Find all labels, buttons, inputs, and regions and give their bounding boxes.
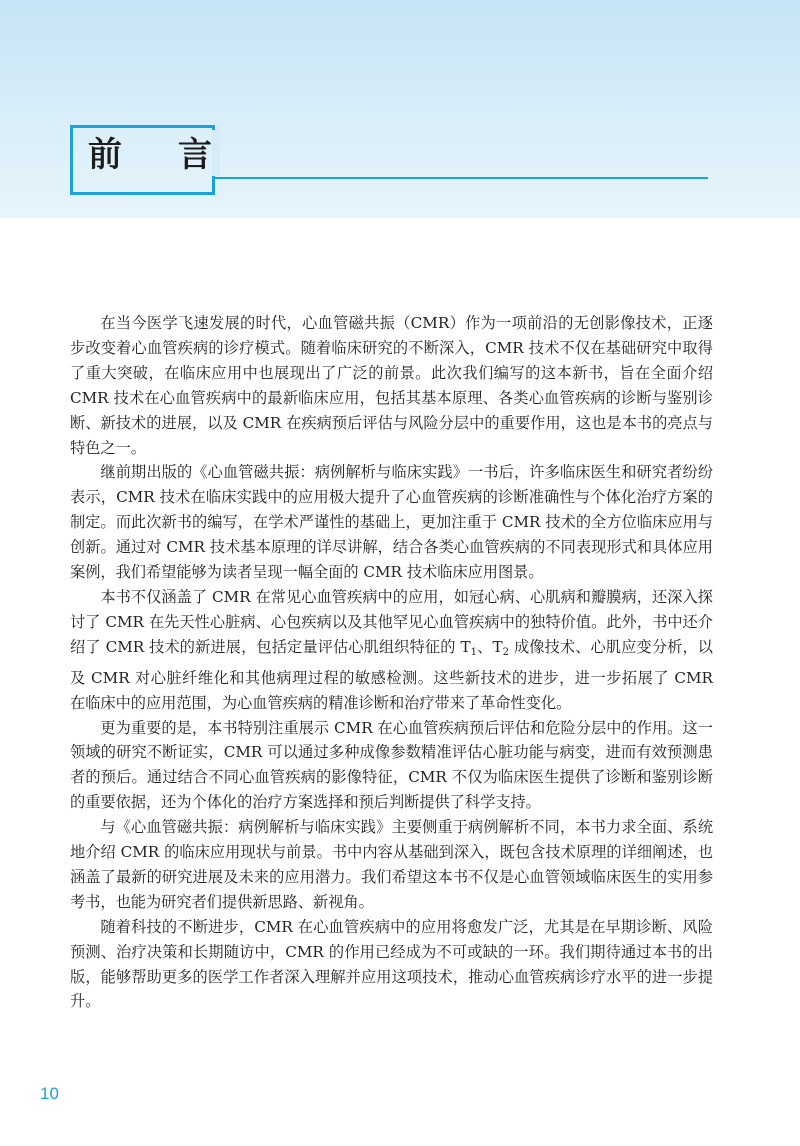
paragraph-5: 与《心血管磁共振：病例解析与临床实践》主要侧重于病例解析不同，本书力求全面、系统地介绍 CMR 的临床应用现状与前景。书中内容从基础到深入，既包含技术原理的详细阐述，也涵盖了最新的研究进展及未来的应用潜力。我们希望这本书不仅是心血管领域临床医生的实用参考书，也能为研究者们提供新思路、新视角。 xyxy=(70,818,713,911)
paragraph-4: 更为重要的是，本书特别注重展示 CMR 在心血管疾病预后评估和危险分层中的作用。这一领域的研究不断证实，CMR 可以通过多种成像参数精准评估心脏功能与病变，进而有效预测患者的预后。通过结合不同心血管疾病的影像特征，CMR 不仅为临床医生提供了诊断和鉴别诊断的重要依据，还为个体化的治疗方案选择和预后判断提供了科学支持。 xyxy=(70,718,713,812)
preface-body xyxy=(70,311,713,1014)
subscript-2: 2 xyxy=(502,646,509,658)
page-title: 前 言 xyxy=(88,135,234,175)
paragraph-3 xyxy=(70,585,713,716)
paragraph-1: 在当今医学飞速发展的时代，心血管磁共振（CMR）作为一项前沿的无创影像技术，正逐步改变着心血管疾病的诊疗模式。随着临床研究的不断深入，CMR 技术不仅在基础研究中取得了重大突破，在临床应用中也展现出了广泛的前景。此次我们编写的这本新书，旨在全面介绍 CMR 技术在心血管疾病中的最新临床应用，包括其基本原理、各类心血管疾病的诊断与鉴别诊断、新技术的进展，以及 CMR 在疾病预后评估与风险分层中的重要作用，这也是本书的亮点与特色之一。 xyxy=(70,314,713,457)
title-underline xyxy=(212,177,708,179)
paragraph-3-part-b: 、T xyxy=(477,637,503,656)
paragraph-2: 继前期出版的《心血管磁共振：病例解析与临床实践》一书后，许多临床医生和研究者纷纷表示，CMR 技术在临床实践中的应用极大提升了心血管疾病的诊断准确性与个体化治疗方案的制定。而此次新书的编写，在学术严谨性的基础上，更加注重于 CMR 技术的全方位临床应用与创新。通过对 CMR 技术基本原理的详尽讲解，结合各类心血管疾病的不同表现形式和具体应用案例，我们希望能够为读者呈现一幅全面的 CMR 技术临床应用图景。 xyxy=(70,463,713,582)
paragraph-6: 随着科技的不断进步，CMR 在心血管疾病中的应用将愈发广泛，尤其是在早期诊断、风险预测、治疗决策和长期随访中，CMR 的作用已经成为不可或缺的一环。我们期待通过本书的出版，能够帮助更多的医学工作者深入理解并应用这项技术，推动心血管疾病诊疗水平的进一步提升。 xyxy=(70,917,713,1011)
paragraph-3-part-a: 本书不仅涵盖了 CMR 在常见心血管疾病中的应用，如冠心病、心肌病和瓣膜病，还深入探讨了 CMR 在先天性心脏病、心包疾病以及其他罕见心血管疾病中的独特价值。此外，书中还介绍了 CMR 技术的新进展，包括定量评估心肌组织特征的 T xyxy=(70,587,713,656)
page-number: 10 xyxy=(40,1084,59,1103)
subscript-1: 1 xyxy=(470,646,478,658)
paragraph-3-part-c: 成像技术、心肌应变分析，以及 CMR 对心脏纤维化和其他病理过程的敏感检测。这些新技术的进步，进一步拓展了 CMR 在临床中的应用范围，为心血管疾病的精准诊断和治疗带来了革命性变化。 xyxy=(70,637,713,712)
